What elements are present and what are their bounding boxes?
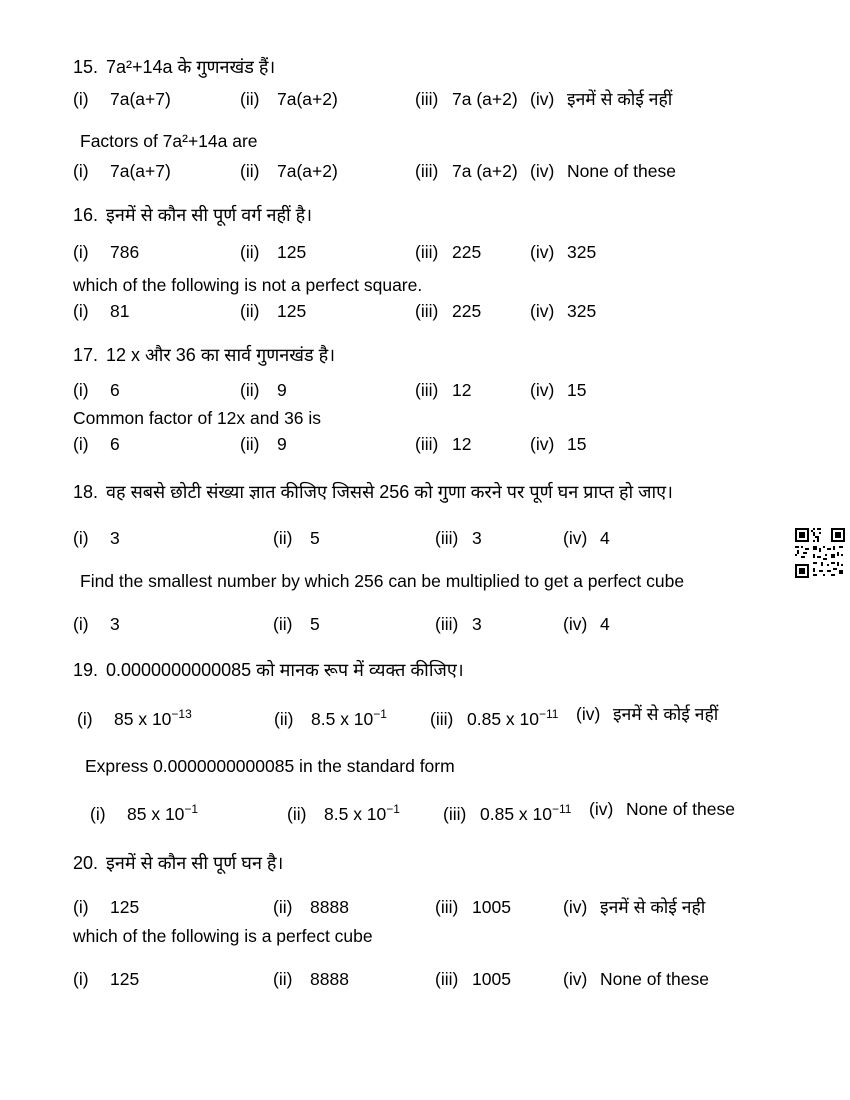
option-value: 3 — [110, 528, 120, 548]
option-label: (iv) — [563, 968, 588, 989]
option-label: (iii) — [443, 803, 467, 824]
option-value: 125 — [110, 896, 140, 917]
option-label: (iv) — [589, 798, 614, 819]
option-exponent: −1 — [373, 707, 387, 721]
option-label: (iii) — [415, 242, 439, 262]
option-value: 786 — [110, 242, 140, 262]
option — [73, 527, 273, 549]
option — [274, 703, 430, 730]
option — [435, 896, 563, 918]
option-label: (iv) — [563, 896, 588, 917]
option-label: (iv) — [530, 242, 555, 262]
option-label: (iv) — [530, 161, 555, 181]
option — [73, 896, 273, 918]
option-value: 15 — [567, 380, 587, 400]
option — [563, 896, 840, 918]
question-text-hindi: 0.0000000000085 को मानक रूप में व्यक्त कीजिए। — [106, 660, 464, 680]
option-label: (i) — [73, 434, 89, 454]
question-text-hindi: 12 x और 36 का सार्व गुणनखंड है। — [106, 345, 336, 365]
option-label: (iii) — [415, 89, 439, 109]
option — [443, 798, 589, 825]
option — [589, 798, 840, 825]
option-label: (i) — [73, 614, 89, 634]
option-value: 7a(a+7) — [110, 89, 171, 109]
option-label: (i) — [73, 161, 89, 181]
option-exponent: −11 — [552, 801, 572, 816]
option-label: (ii) — [240, 301, 260, 321]
question-18-options-hindi — [73, 527, 840, 549]
option-value: 8.5 x 10 — [311, 708, 374, 729]
option-label: (ii) — [240, 161, 260, 181]
question-20-options-hindi — [73, 896, 840, 918]
option — [73, 613, 273, 635]
question-number: 20. — [73, 852, 99, 873]
option — [73, 241, 240, 263]
option-value: 3 — [472, 614, 482, 634]
option-value: इनमें से कोई नही — [600, 896, 706, 917]
option — [240, 379, 415, 401]
question-number: 15. — [73, 57, 99, 77]
option-label: (iv) — [530, 434, 555, 454]
option — [415, 160, 530, 182]
question-18-options-english — [73, 613, 840, 635]
question-text-hindi: इनमें से कौन सी पूर्ण घन है। — [106, 852, 284, 873]
option — [415, 433, 530, 455]
option-label: (i) — [73, 89, 89, 109]
question-18-english: Find the smallest number by which 256 can be multiplied to get a perfect cube — [80, 571, 685, 591]
option — [530, 241, 840, 263]
option-label: (ii) — [240, 380, 260, 400]
option-label: (i) — [73, 896, 89, 917]
option-label: (i) — [73, 301, 89, 321]
question-number: 16. — [73, 205, 99, 225]
question-18-hindi — [73, 480, 840, 504]
option-value: 0.85 x 10 — [480, 803, 552, 824]
option-label: (iv) — [530, 301, 555, 321]
option-value: 125 — [110, 968, 140, 989]
option-label: (i) — [73, 968, 89, 989]
option-value: 8.5 x 10 — [324, 803, 387, 824]
option-label: (ii) — [274, 708, 294, 729]
option — [77, 703, 274, 730]
option — [73, 433, 240, 455]
option-value: इनमें से कोई नहीं — [613, 704, 719, 724]
option-label: (ii) — [273, 528, 293, 548]
option-value: 325 — [567, 301, 597, 321]
option — [576, 703, 840, 730]
option-value: None of these — [567, 161, 676, 181]
option-value: 4 — [600, 614, 610, 634]
option-value: 12 — [452, 380, 472, 400]
option — [530, 88, 840, 110]
option-value: 9 — [277, 380, 287, 400]
option-label: (ii) — [240, 434, 260, 454]
option-label: (ii) — [287, 803, 307, 824]
question-15-options-english — [73, 160, 840, 182]
question-19-english: Express 0.0000000000085 in the standard form — [85, 755, 455, 776]
option — [530, 433, 840, 455]
option — [73, 88, 240, 110]
option-value: 1005 — [472, 968, 511, 989]
option-value: 85 x 10 — [114, 708, 172, 729]
option — [530, 379, 840, 401]
option — [530, 160, 840, 182]
option-label: (ii) — [240, 89, 260, 109]
option-exponent: −13 — [171, 707, 192, 721]
question-19-options-english — [73, 798, 840, 825]
option-value: 7a(a+2) — [277, 161, 338, 181]
option-value: 0.85 x 10 — [467, 708, 539, 729]
question-15-english: Factors of 7a²+14a are — [80, 131, 258, 151]
option — [90, 798, 287, 825]
option-value: 7a(a+2) — [277, 89, 338, 109]
option-value: 1005 — [472, 896, 511, 917]
option-label: (iii) — [435, 896, 459, 917]
question-16-english: which of the following is not a perfect square. — [73, 275, 423, 295]
option-label: (iv) — [530, 89, 555, 109]
option — [240, 241, 415, 263]
option-value: None of these — [626, 798, 735, 819]
option — [73, 379, 240, 401]
option-value: 125 — [277, 242, 307, 262]
option — [240, 88, 415, 110]
option-value: इनमें से कोई नहीं — [567, 89, 673, 109]
qr-code — [795, 528, 845, 578]
option-label: (iii) — [415, 161, 439, 181]
option — [563, 613, 840, 635]
option-label: (i) — [73, 528, 89, 548]
option-value: 325 — [567, 242, 597, 262]
question-number: 17. — [73, 345, 99, 365]
option-label: (iv) — [576, 704, 601, 724]
option-value: 3 — [472, 528, 482, 548]
option — [563, 968, 840, 990]
question-text-hindi: 7a²+14a के गुणनखंड हैं। — [106, 57, 276, 77]
option — [415, 379, 530, 401]
option — [415, 88, 530, 110]
question-16-options-english — [73, 300, 840, 322]
option-exponent: −1 — [184, 801, 199, 816]
option-value: 8888 — [310, 968, 349, 989]
question-text-hindi: इनमें से कौन सी पूर्ण वर्ग नहीं है। — [106, 205, 313, 225]
option — [73, 300, 240, 322]
option — [73, 160, 240, 182]
option-label: (iv) — [530, 380, 555, 400]
option-label: (ii) — [273, 968, 293, 989]
question-16-options-hindi — [73, 241, 840, 263]
option — [73, 968, 273, 990]
option-label: (iii) — [415, 301, 439, 321]
option — [240, 300, 415, 322]
option — [273, 968, 435, 990]
option — [240, 160, 415, 182]
option-label: (iii) — [430, 708, 454, 729]
option — [287, 798, 443, 825]
question-17-options-english — [73, 433, 840, 455]
option-exponent: −11 — [539, 707, 559, 721]
option-label: (iii) — [435, 968, 459, 989]
option — [415, 241, 530, 263]
option-exponent: −1 — [386, 801, 400, 816]
option-value: 8888 — [310, 896, 349, 917]
option-value: 85 x 10 — [127, 803, 185, 824]
question-text-hindi: वह सबसे छोटी संख्या ज्ञात कीजिए जिससे 256 को गुणा करने पर पूर्ण घन प्राप्त हो जाए। — [106, 482, 673, 502]
option — [273, 896, 435, 918]
option-label: (iii) — [435, 528, 459, 548]
option — [435, 613, 563, 635]
option-value: 81 — [110, 301, 130, 321]
option — [435, 527, 563, 549]
option-label: (iii) — [415, 380, 439, 400]
option-value: 5 — [310, 528, 320, 548]
option — [240, 433, 415, 455]
question-number: 18. — [73, 482, 99, 502]
option-value: 4 — [600, 528, 610, 548]
option-label: (ii) — [240, 242, 260, 262]
option-value: None of these — [600, 968, 709, 989]
option — [273, 527, 435, 549]
question-20-hindi — [73, 851, 840, 875]
option-label: (i) — [73, 380, 89, 400]
option-value: 6 — [110, 380, 120, 400]
option-value: 225 — [452, 242, 482, 262]
question-15-hindi — [73, 55, 840, 79]
option-label: (iv) — [563, 528, 588, 548]
option-value: 7a(a+7) — [110, 161, 171, 181]
question-17-options-hindi — [73, 379, 840, 401]
option — [530, 300, 840, 322]
option-label: (iii) — [435, 614, 459, 634]
option-label: (iii) — [415, 434, 439, 454]
question-16-hindi — [73, 203, 840, 227]
option-value: 9 — [277, 434, 287, 454]
option-value: 6 — [110, 434, 120, 454]
option-value: 15 — [567, 434, 587, 454]
option-label: (ii) — [273, 614, 293, 634]
option-value: 3 — [110, 614, 120, 634]
question-17-english: Common factor of 12x and 36 is — [73, 408, 322, 428]
option-value: 125 — [277, 301, 307, 321]
question-19-hindi — [73, 658, 840, 682]
option — [415, 300, 530, 322]
option-value: 7a (a+2) — [452, 161, 518, 181]
option-label: (iv) — [563, 614, 588, 634]
option-label: (i) — [77, 708, 93, 729]
question-20-english: which of the following is a perfect cube — [73, 925, 373, 946]
option-value: 5 — [310, 614, 320, 634]
option — [430, 703, 576, 730]
question-15-options-hindi — [73, 88, 840, 110]
question-number: 19. — [73, 660, 99, 680]
option-value: 225 — [452, 301, 482, 321]
option-label: (i) — [73, 242, 89, 262]
question-20-options-english — [73, 968, 840, 990]
question-19-options-hindi — [73, 703, 840, 730]
question-17-hindi — [73, 343, 840, 367]
option-label: (ii) — [273, 896, 293, 917]
option-label: (i) — [90, 803, 106, 824]
option-value: 12 — [452, 434, 472, 454]
option — [273, 613, 435, 635]
option — [435, 968, 563, 990]
option-value: 7a (a+2) — [452, 89, 518, 109]
